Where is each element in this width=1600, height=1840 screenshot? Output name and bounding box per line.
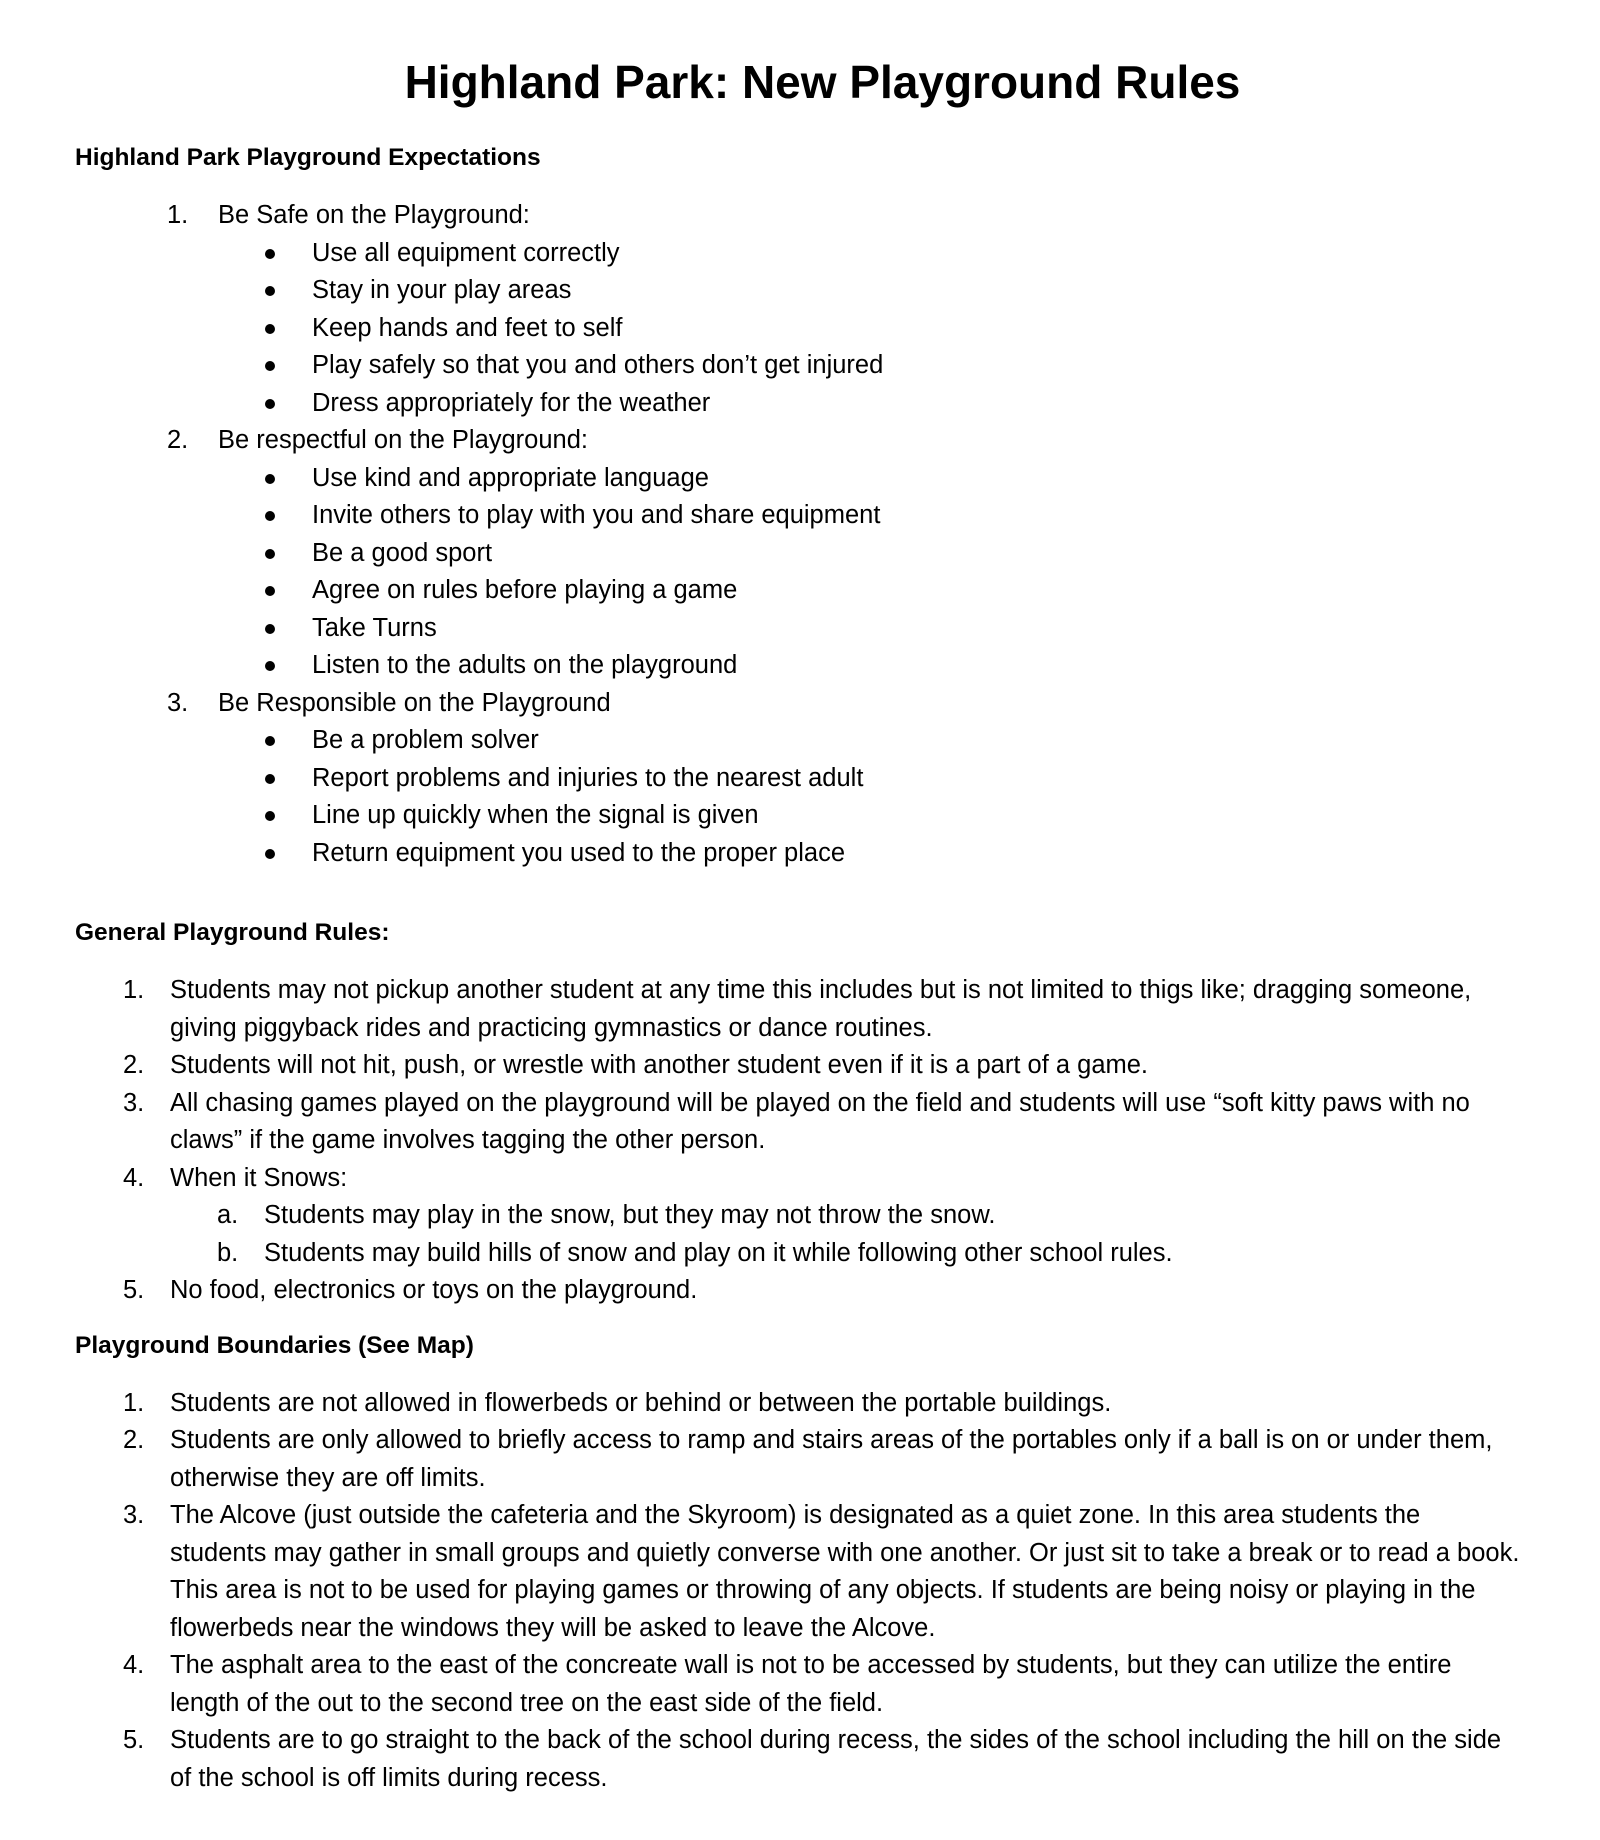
expectation-label: Be Safe on the Playground: bbox=[218, 201, 530, 229]
rule-item bbox=[75, 1085, 1540, 1160]
rule-item bbox=[75, 1047, 1540, 1085]
expectation-item-respectful bbox=[75, 422, 1540, 685]
page-title: Highland Park: New Playground Rules bbox=[404, 56, 1241, 108]
sub-item bbox=[170, 1235, 1520, 1273]
boundary-text: Students are only allowed to briefly access to ramp and stairs areas of the portables only if a ball is on or under them, otherwise they are off limits. bbox=[170, 1426, 1493, 1492]
bullet-item bbox=[75, 235, 1540, 273]
general-rules-heading: General Playground Rules: bbox=[75, 919, 390, 946]
expectation-label: Be respectful on the Playground: bbox=[218, 426, 588, 454]
rule-item-snow bbox=[75, 1160, 1540, 1273]
boundaries-list bbox=[75, 1385, 1540, 1798]
bullet-item bbox=[75, 497, 1540, 535]
boundary-text: Students are to go straight to the back of the school during recess, the sides of the school including the hill on the side of the school is off limits during recess. bbox=[170, 1726, 1502, 1792]
bullet-text: Be a problem solver bbox=[312, 726, 539, 754]
expectations-section bbox=[75, 140, 1540, 872]
rule-number: 1. bbox=[123, 976, 145, 1004]
expectation-number: 3. bbox=[167, 688, 189, 717]
boundary-item bbox=[75, 1647, 1540, 1722]
boundary-item bbox=[75, 1497, 1540, 1647]
rule-text: When it Snows: bbox=[170, 1163, 348, 1192]
rule-text: All chasing games played on the playground will be played on the field and students will use “soft kitty paws with no claws” if the game involves tagging the other person. bbox=[170, 1088, 1470, 1154]
expectation-number: 1. bbox=[167, 201, 189, 229]
bullet-icon bbox=[265, 361, 275, 371]
boundary-text: The asphalt area to the east of the concreate wall is not to be accessed by students, but they can utilize the entire length of the out to the second tree on the east side of the field. bbox=[170, 1651, 1452, 1717]
boundary-number: 3. bbox=[123, 1501, 145, 1529]
sub-item bbox=[170, 1197, 1520, 1235]
bullet-item bbox=[75, 722, 1540, 760]
bullet-item bbox=[75, 647, 1540, 685]
rule-number: 2. bbox=[123, 1051, 145, 1079]
bullet-item bbox=[75, 310, 1540, 348]
boundary-number: 1. bbox=[123, 1388, 145, 1417]
bullet-text: Stay in your play areas bbox=[312, 276, 572, 304]
sub-letter: a. bbox=[217, 1201, 239, 1229]
boundary-number: 4. bbox=[123, 1651, 145, 1679]
bullet-item bbox=[75, 572, 1540, 610]
boundary-text: Students are not allowed in flowerbeds or behind or between the portable buildings. bbox=[170, 1388, 1112, 1417]
bullet-icon bbox=[265, 549, 275, 559]
rule-text: No food, electronics or toys on the playground. bbox=[170, 1276, 698, 1304]
boundaries-heading: Playground Boundaries (See Map) bbox=[75, 1331, 474, 1359]
bullet-icon bbox=[265, 586, 275, 596]
bullet-item bbox=[75, 760, 1540, 798]
bullet-text: Use all equipment correctly bbox=[312, 238, 620, 267]
snow-sublist bbox=[170, 1197, 1520, 1272]
rule-number: 4. bbox=[123, 1163, 145, 1192]
bullet-icon bbox=[265, 249, 275, 259]
sub-text: Students may build hills of snow and play on it while following other school rules. bbox=[264, 1238, 1173, 1267]
bullet-list bbox=[218, 235, 1540, 423]
bullet-icon bbox=[265, 661, 275, 671]
bullet-list bbox=[218, 460, 1540, 685]
bullet-list bbox=[218, 722, 1540, 872]
bullet-icon bbox=[265, 811, 275, 821]
bullet-text: Listen to the adults on the playground bbox=[312, 651, 738, 679]
sub-letter: b. bbox=[217, 1238, 239, 1267]
bullet-item bbox=[75, 347, 1540, 385]
boundary-text: The Alcove (just outside the cafeteria and the Skyroom) is designated as a quiet zone. In this area students the students may gather in small groups and quietly converse with one another. Or just sit to take a break or to read a book. This area is not to be used for playing games or throwing of any objects. If students are being noisy or playing in the flowerbeds near the windows they will be asked to leave the Alcove. bbox=[170, 1501, 1520, 1642]
general-rules-section bbox=[75, 915, 1540, 1310]
expectations-list bbox=[75, 197, 1540, 872]
bullet-text: Report problems and injuries to the nearest adult bbox=[312, 763, 864, 792]
bullet-text: Line up quickly when the signal is given bbox=[312, 801, 759, 829]
expectation-number: 2. bbox=[167, 426, 189, 454]
expectation-label: Be Responsible on the Playground bbox=[218, 688, 611, 717]
rule-number: 5. bbox=[123, 1276, 145, 1304]
bullet-text: Use kind and appropriate language bbox=[312, 463, 709, 492]
expectation-item-safe bbox=[75, 197, 1540, 422]
boundary-item bbox=[75, 1422, 1540, 1497]
sub-text: Students may play in the snow, but they may not throw the snow. bbox=[264, 1201, 996, 1229]
bullet-icon bbox=[265, 511, 275, 521]
bullet-text: Be a good sport bbox=[312, 538, 493, 567]
rule-item bbox=[75, 972, 1540, 1047]
bullet-item bbox=[75, 835, 1540, 873]
bullet-item bbox=[75, 272, 1540, 310]
bullet-icon bbox=[265, 774, 275, 784]
bullet-item bbox=[75, 535, 1540, 573]
general-rules-list bbox=[75, 972, 1540, 1310]
bullet-text: Take Turns bbox=[312, 613, 437, 642]
bullet-text: Invite others to play with you and share equipment bbox=[312, 501, 881, 529]
bullet-text: Dress appropriately for the weather bbox=[312, 388, 711, 417]
bullet-icon bbox=[265, 286, 275, 296]
expectations-heading: Highland Park Playground Expectations bbox=[75, 144, 541, 171]
rule-text: Students may not pickup another student at any time this includes but is not limited to thigs like; dragging someone, giving piggyback rides and practicing gymnastics or dance routines. bbox=[170, 976, 1472, 1042]
bullet-text: Play safely so that you and others don’t get injured bbox=[312, 351, 884, 379]
rule-item bbox=[75, 1272, 1540, 1310]
boundaries-section bbox=[75, 1328, 1540, 1798]
bullet-icon bbox=[265, 849, 275, 859]
bullet-item bbox=[75, 610, 1540, 648]
bullet-item bbox=[75, 385, 1540, 423]
boundary-number: 2. bbox=[123, 1426, 145, 1454]
bullet-text: Return equipment you used to the proper place bbox=[312, 838, 846, 867]
boundary-number: 5. bbox=[123, 1726, 145, 1754]
bullet-text: Keep hands and feet to self bbox=[312, 313, 623, 342]
bullet-text: Agree on rules before playing a game bbox=[312, 576, 738, 604]
rule-number: 3. bbox=[123, 1088, 145, 1117]
bullet-icon bbox=[265, 624, 275, 634]
bullet-icon bbox=[265, 399, 275, 409]
boundary-item bbox=[75, 1385, 1540, 1423]
boundary-item bbox=[75, 1722, 1540, 1797]
bullet-item bbox=[75, 460, 1540, 498]
bullet-item bbox=[75, 797, 1540, 835]
bullet-icon bbox=[265, 474, 275, 484]
bullet-icon bbox=[265, 736, 275, 746]
expectation-item-responsible bbox=[75, 685, 1540, 873]
rule-text: Students will not hit, push, or wrestle with another student even if it is a part of a game. bbox=[170, 1051, 1149, 1079]
bullet-icon bbox=[265, 324, 275, 334]
